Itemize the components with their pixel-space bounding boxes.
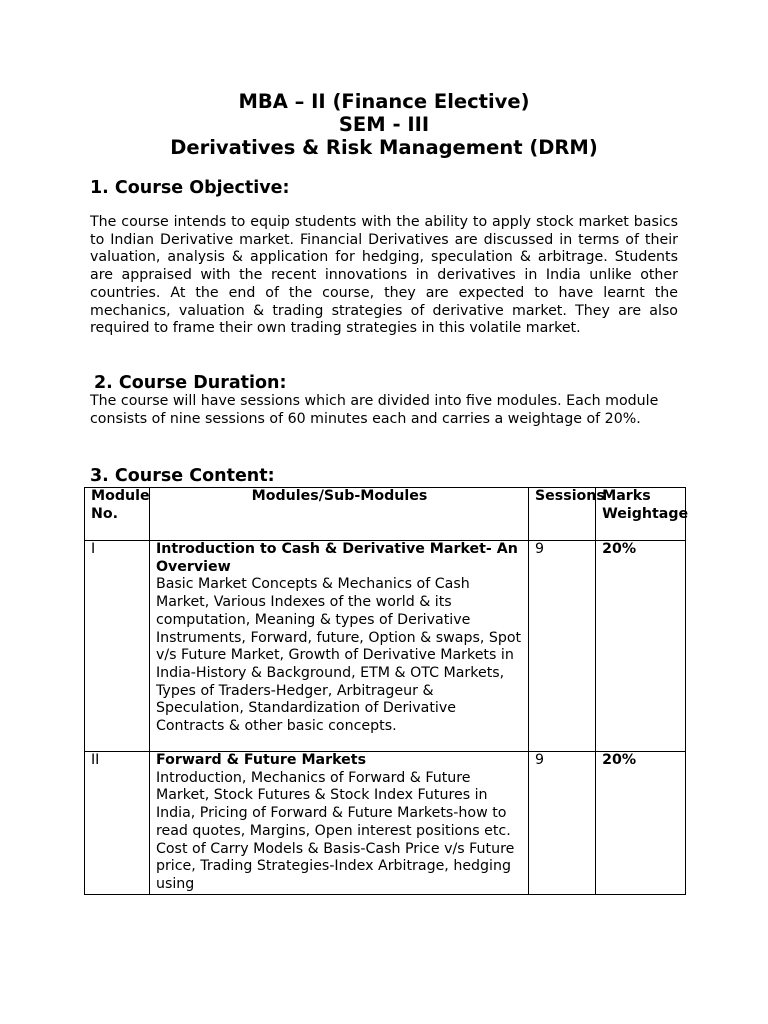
module-cell [149, 752, 528, 895]
title-block [0, 90, 768, 159]
duration-heading: 2. Course Duration: [94, 373, 287, 393]
module-description: Introduction, Mechanics of Forward & Future Market, Stock Futures & Stock Index Futures in India, Pricing of Forward & Future Markets-how to read quotes, Margins, Open interest positions etc. Cost of Carry Models & Basis-Cash Price v/s Future price, Trading Strategies-Index Arbitrage, hedging using [155, 769, 515, 892]
module-title: Introduction to Cash & Derivative Market- An Overview [155, 541, 518, 575]
program-title: MBA – II (Finance Elective) [238, 90, 530, 113]
module-number: I [85, 541, 150, 752]
course-content-table [84, 487, 689, 895]
objective-heading: 1. Course Objective: [90, 178, 290, 198]
header-marks: Marks Weightage [596, 488, 686, 541]
header-sessions: Sessions [528, 488, 595, 541]
header-modules: Modules/Sub-Modules [149, 488, 528, 541]
objective-text: The course intends to equip students with the ability to apply stock market basics to Indian Derivative market. Financial Derivatives are discussed in terms of their valuation, analysis & application for hedging, speculation & arbitrage. Students are appraised with the recent innovations in derivatives in India unlike other countries. At the end of the course, they are expected to have learnt the mechanics, valuation & trading strategies of derivative market. They are also required to frame their own trading strategies in this volatile market. [90, 214, 678, 337]
module-marks: 20% [596, 541, 686, 752]
table-header-row [85, 488, 686, 541]
course-title: Derivatives & Risk Management (DRM) [170, 136, 598, 159]
table-row [85, 752, 686, 895]
content-heading: 3. Course Content: [90, 466, 275, 486]
module-cell [149, 541, 528, 752]
module-description: Basic Market Concepts & Mechanics of Cash Market, Various Indexes of the world & its computation, Meaning & types of Derivative Instruments, Forward, future, Option & swaps, Spot v/s Future Market, Growth of Derivative Markets in India-History & Background, ETM & OTC Markets, Types of Traders-Hedger, Arbitrageur & Speculation, Standardization of Derivative Contracts & other basic concepts. [155, 576, 522, 735]
header-module-no: Module No. [85, 488, 150, 541]
semester-title: SEM - III [338, 113, 430, 136]
duration-text: The course will have sessions which are divided into five modules. Each module consists of nine sessions of 60 minutes each and carries a weightage of 20%. [90, 393, 659, 427]
module-sessions: 9 [528, 541, 595, 752]
module-marks: 20% [596, 752, 686, 895]
table-row [85, 541, 686, 752]
module-sessions: 9 [528, 752, 595, 895]
module-number: II [85, 752, 150, 895]
module-title: Forward & Future Markets [155, 752, 367, 768]
